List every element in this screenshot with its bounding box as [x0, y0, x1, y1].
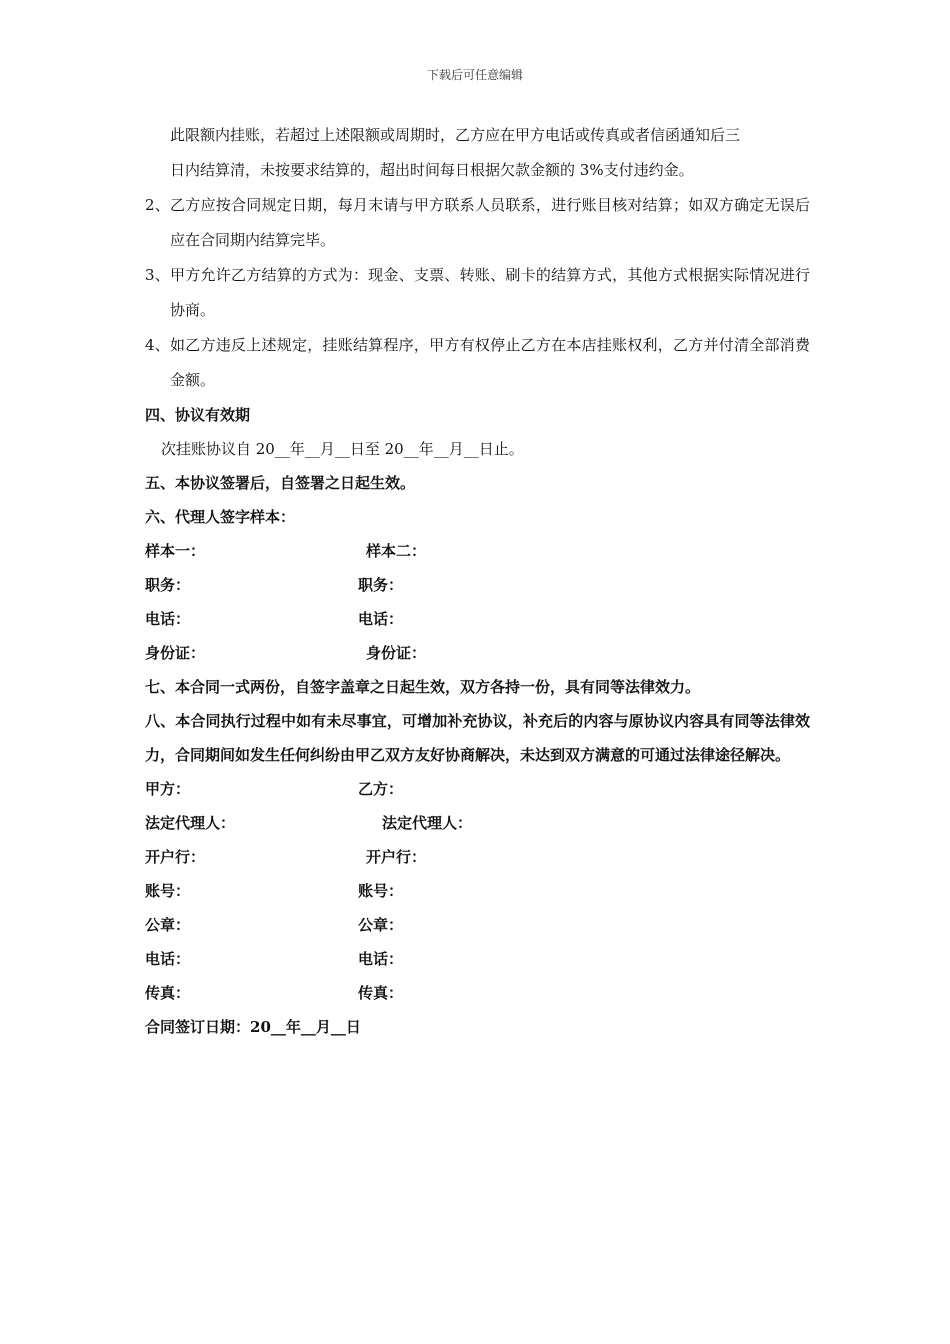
party-label-left: 电话：: [145, 950, 191, 968]
section-supplement: 八、本合同执行过程中如有未尽事宜，可增加补充协议，补充后的内容与原协议内容具有同等法律效力，合同期间如发生任何纠纷由甲乙双方友好协商解决，未达到双方满意的可通过法律途径解决。: [145, 712, 810, 764]
sample-label-right: 电话：: [358, 610, 404, 628]
party-label-left: 开户行：: [145, 848, 206, 866]
paragraph-line: 日内结算清，未按要求结算的，超出时间每日根据欠款金额的 3%支付违约金。: [170, 161, 694, 179]
party-row: [145, 874, 810, 908]
party-label-right: 账号：: [358, 882, 404, 900]
validity-period-text: 次挂账协议自 20__年__月__日至 20__年__月__日止。: [161, 440, 524, 458]
paragraph-line: 此限额内挂账，若超过上述限额或周期时，乙方应在甲方电话或传真或者信函通知后三: [170, 126, 741, 144]
party-row: [145, 942, 810, 976]
clause-item-3: 3、甲方允许乙方结算的方式为：现金、支票、转账、刷卡的结算方式，其他方式根据实际情况进行协商。: [145, 266, 810, 319]
contract-body: [145, 118, 810, 1044]
sample-row: [145, 568, 810, 602]
party-label-left: 账号：: [145, 882, 191, 900]
party-row: [145, 908, 810, 942]
section-copies: 七、本合同一式两份，自签字盖章之日起生效，双方各持一份，具有同等法律效力。: [145, 678, 701, 696]
party-row: [145, 976, 810, 1010]
party-row: [145, 840, 810, 874]
party-info-table: [145, 772, 810, 1010]
party-label-right: 乙方：: [358, 780, 404, 798]
party-label-right: 开户行：: [366, 848, 427, 866]
sample-label-left: 电话：: [145, 610, 191, 628]
sample-label-right: 职务：: [358, 576, 404, 594]
clause-item-2: 2、乙方应按合同规定日期，每月末请与甲方联系人员联系，进行账目核对结算；如双方确定无误后应在合同期内结算完毕。: [145, 196, 810, 249]
sample-row: [145, 602, 810, 636]
party-label-left: 公章：: [145, 916, 191, 934]
sample-label-left: 样本一：: [145, 542, 206, 560]
party-label-right: 公章：: [358, 916, 404, 934]
clause-item-4: 4、如乙方违反上述规定，挂账结算程序，甲方有权停止乙方在本店挂账权利，乙方并付清全部消费金额。: [145, 336, 810, 389]
party-row: [145, 806, 810, 840]
page-header-note: 下载后可任意编辑: [426, 68, 523, 82]
section-effective: 五、本协议签署后，自签署之日起生效。: [145, 474, 416, 492]
sample-label-right: 身份证：: [366, 644, 427, 662]
party-label-left: 传真：: [145, 984, 191, 1002]
party-label-left: 甲方：: [145, 780, 191, 798]
party-label-right: 传真：: [358, 984, 404, 1002]
sample-label-left: 身份证：: [145, 644, 206, 662]
sample-row: [145, 534, 810, 568]
signing-date: 合同签订日期：20__年__月__日: [145, 1018, 361, 1036]
section-heading-validity: 四、协议有效期: [145, 406, 251, 424]
signature-sample-table: [145, 534, 810, 670]
section-agent-signature: 六、代理人签字样本：: [145, 508, 296, 526]
party-label-right: 电话：: [358, 950, 404, 968]
sample-label-right: 样本二：: [366, 542, 427, 560]
party-row: [145, 772, 810, 806]
sample-label-left: 职务：: [145, 576, 191, 594]
party-label-left: 法定代理人：: [145, 814, 236, 832]
party-label-right: 法定代理人：: [382, 814, 473, 832]
sample-row: [145, 636, 810, 670]
